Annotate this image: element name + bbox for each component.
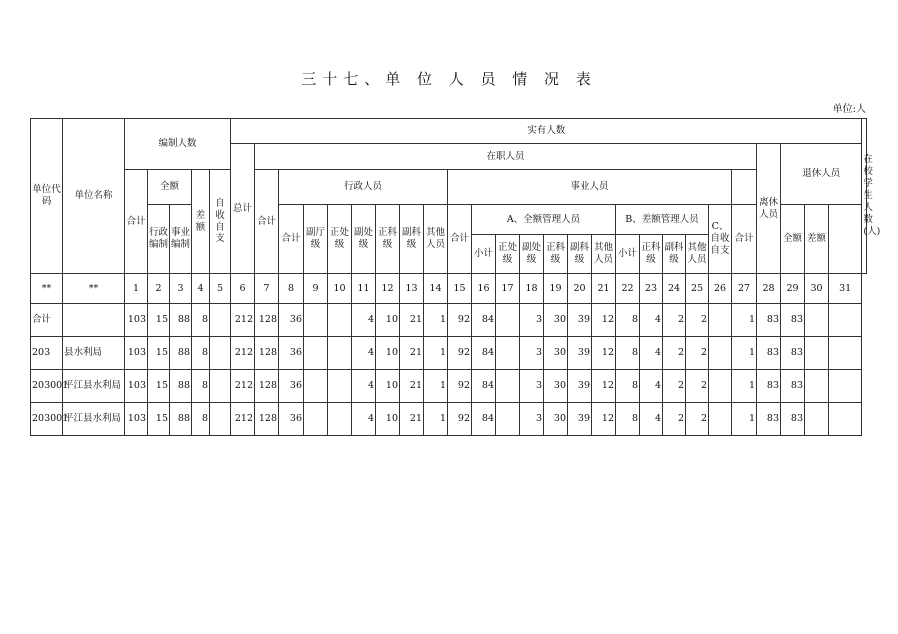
table-row bbox=[31, 337, 867, 370]
header-b-other: 其他人员 bbox=[686, 235, 709, 274]
header-a-chief-div: 正处级 bbox=[496, 235, 520, 274]
value-cell: 212 bbox=[231, 403, 255, 436]
value-cell: 3 bbox=[520, 403, 544, 436]
column-index-cell: 29 bbox=[781, 274, 805, 304]
value-cell: 2 bbox=[686, 403, 709, 436]
value-cell: 8 bbox=[192, 337, 210, 370]
header-full-amount: 全额 bbox=[148, 170, 192, 205]
value-cell: 3 bbox=[520, 337, 544, 370]
value-cell: 2 bbox=[686, 337, 709, 370]
value-cell: 4 bbox=[640, 370, 663, 403]
value-cell: 3 bbox=[520, 304, 544, 337]
value-cell: 88 bbox=[170, 403, 192, 436]
value-cell bbox=[328, 370, 352, 403]
header-chief-div: 正处级 bbox=[328, 205, 352, 274]
column-index-cell: 5 bbox=[210, 274, 231, 304]
value-cell bbox=[210, 337, 231, 370]
column-index-cell: 8 bbox=[279, 274, 304, 304]
value-cell: 92 bbox=[448, 403, 472, 436]
table-row bbox=[31, 403, 867, 436]
value-cell: 1 bbox=[424, 403, 448, 436]
table-body bbox=[31, 304, 867, 436]
header-inst-staff: 事业编制 bbox=[170, 205, 192, 274]
value-cell: 84 bbox=[472, 403, 496, 436]
value-cell: 15 bbox=[148, 337, 170, 370]
column-index-cell: 18 bbox=[520, 274, 544, 304]
value-cell bbox=[829, 370, 862, 403]
value-cell: 83 bbox=[781, 403, 805, 436]
column-index-cell: 1 bbox=[125, 274, 148, 304]
value-cell: 212 bbox=[231, 304, 255, 337]
header-a-chief-sec: 正科级 bbox=[544, 235, 568, 274]
header-inst-total: 合计 bbox=[448, 205, 472, 274]
header-b-chief-sec: 正科级 bbox=[640, 235, 663, 274]
value-cell: 4 bbox=[640, 304, 663, 337]
value-cell: 36 bbox=[279, 370, 304, 403]
value-cell: 2 bbox=[663, 304, 686, 337]
value-cell: 10 bbox=[376, 337, 400, 370]
value-cell: 4 bbox=[640, 337, 663, 370]
header-retired-diff: 差额 bbox=[805, 205, 829, 274]
value-cell: 36 bbox=[279, 304, 304, 337]
header-b-deputy-sec: 副科级 bbox=[663, 235, 686, 274]
header-a-deputy-div: 副处级 bbox=[520, 235, 544, 274]
value-cell: 4 bbox=[640, 403, 663, 436]
value-cell bbox=[709, 370, 732, 403]
value-cell: 103 bbox=[125, 337, 148, 370]
value-cell: 1 bbox=[732, 403, 757, 436]
header-grand-total: 总计 bbox=[231, 144, 255, 274]
value-cell bbox=[210, 370, 231, 403]
value-cell: 10 bbox=[376, 370, 400, 403]
value-cell: 4 bbox=[352, 304, 376, 337]
value-cell: 30 bbox=[544, 370, 568, 403]
value-cell: 83 bbox=[781, 304, 805, 337]
value-cell bbox=[328, 403, 352, 436]
column-index-cell: 10 bbox=[328, 274, 352, 304]
header-retired-full: 全额 bbox=[781, 205, 805, 274]
table-row bbox=[31, 370, 867, 403]
header-a-subtotal: 小计 bbox=[472, 235, 496, 274]
column-index-cell: 28 bbox=[757, 274, 781, 304]
value-cell: 12 bbox=[592, 370, 616, 403]
header-inst-personnel: 事业人员 bbox=[448, 170, 732, 205]
value-cell: 84 bbox=[472, 304, 496, 337]
value-cell bbox=[328, 304, 352, 337]
column-index-cell: 4 bbox=[192, 274, 210, 304]
unit-code-cell: 合计 bbox=[31, 304, 63, 337]
value-cell bbox=[210, 403, 231, 436]
value-cell: 36 bbox=[279, 337, 304, 370]
value-cell bbox=[709, 337, 732, 370]
value-cell: 21 bbox=[400, 403, 424, 436]
header-admin-staff: 行政编制 bbox=[148, 205, 170, 274]
header-a-other: 其他人员 bbox=[592, 235, 616, 274]
value-cell bbox=[829, 304, 862, 337]
value-cell: 8 bbox=[616, 403, 640, 436]
value-cell: 84 bbox=[472, 337, 496, 370]
value-cell bbox=[805, 403, 829, 436]
value-cell: 2 bbox=[663, 337, 686, 370]
value-cell: 8 bbox=[192, 403, 210, 436]
value-cell: 212 bbox=[231, 370, 255, 403]
value-cell: 128 bbox=[255, 370, 279, 403]
value-cell: 84 bbox=[472, 370, 496, 403]
value-cell: 1 bbox=[424, 304, 448, 337]
header-other-personnel: 其他人员 bbox=[424, 205, 448, 274]
column-index-cell: 15 bbox=[448, 274, 472, 304]
value-cell: 3 bbox=[520, 370, 544, 403]
column-index-cell: 22 bbox=[616, 274, 640, 304]
value-cell: 12 bbox=[592, 304, 616, 337]
value-cell: 21 bbox=[400, 304, 424, 337]
value-cell bbox=[805, 370, 829, 403]
value-cell: 128 bbox=[255, 304, 279, 337]
header-admin-personnel: 行政人员 bbox=[279, 170, 448, 205]
value-cell: 8 bbox=[616, 337, 640, 370]
value-cell: 83 bbox=[781, 337, 805, 370]
value-cell: 83 bbox=[757, 337, 781, 370]
value-cell: 83 bbox=[781, 370, 805, 403]
header-self-funded: 自收自支 bbox=[210, 170, 231, 274]
unit-name-cell: 县水利局 bbox=[63, 337, 125, 370]
header-on-duty: 在职人员 bbox=[255, 144, 757, 170]
value-cell: 39 bbox=[568, 304, 592, 337]
value-cell bbox=[304, 337, 328, 370]
column-index-cell: 11 bbox=[352, 274, 376, 304]
value-cell bbox=[805, 304, 829, 337]
value-cell: 36 bbox=[279, 403, 304, 436]
value-cell: 30 bbox=[544, 337, 568, 370]
column-index-cell: 20 bbox=[568, 274, 592, 304]
header-chief-sec: 正科级 bbox=[376, 205, 400, 274]
header-staffing: 编制人数 bbox=[125, 119, 231, 170]
value-cell: 103 bbox=[125, 304, 148, 337]
value-cell: 2 bbox=[663, 370, 686, 403]
header-unit-name: 单位名称 bbox=[63, 119, 125, 274]
column-index-row bbox=[31, 274, 867, 304]
value-cell bbox=[496, 403, 520, 436]
value-cell: 8 bbox=[192, 370, 210, 403]
value-cell: 8 bbox=[616, 370, 640, 403]
column-index-cell: 16 bbox=[472, 274, 496, 304]
value-cell: 83 bbox=[757, 370, 781, 403]
column-index-cell: 12 bbox=[376, 274, 400, 304]
value-cell: 30 bbox=[544, 403, 568, 436]
unit-label: 单位:人 bbox=[832, 104, 866, 115]
value-cell: 15 bbox=[148, 370, 170, 403]
value-cell: 2 bbox=[686, 370, 709, 403]
value-cell: 1 bbox=[732, 370, 757, 403]
value-cell: 92 bbox=[448, 370, 472, 403]
value-cell bbox=[829, 403, 862, 436]
value-cell bbox=[805, 337, 829, 370]
unit-code-cell: 203001 bbox=[31, 403, 63, 436]
value-cell: 8 bbox=[192, 304, 210, 337]
column-index-cell: 9 bbox=[304, 274, 328, 304]
value-cell: 1 bbox=[732, 337, 757, 370]
value-cell bbox=[496, 337, 520, 370]
value-cell: 128 bbox=[255, 403, 279, 436]
page-title: 三十七、单 位 人 员 情 况 表 bbox=[301, 70, 597, 88]
value-cell bbox=[304, 304, 328, 337]
value-cell: 10 bbox=[376, 304, 400, 337]
value-cell: 15 bbox=[148, 304, 170, 337]
value-cell: 21 bbox=[400, 370, 424, 403]
value-cell bbox=[304, 370, 328, 403]
value-cell: 88 bbox=[170, 337, 192, 370]
header-staffing-total: 合计 bbox=[125, 170, 148, 274]
column-index-cell: 27 bbox=[732, 274, 757, 304]
header-deputy-sec: 副科级 bbox=[400, 205, 424, 274]
value-cell: 1 bbox=[732, 304, 757, 337]
value-cell bbox=[496, 304, 520, 337]
value-cell: 39 bbox=[568, 337, 592, 370]
value-cell: 92 bbox=[448, 304, 472, 337]
value-cell bbox=[304, 403, 328, 436]
header-students: 在校学生人数(人) bbox=[862, 119, 867, 274]
value-cell: 88 bbox=[170, 304, 192, 337]
header-resigned: 离休人员 bbox=[757, 144, 781, 274]
column-index-cell: 24 bbox=[663, 274, 686, 304]
value-cell: 212 bbox=[231, 337, 255, 370]
personnel-table bbox=[30, 118, 881, 436]
header-b-diff-mgmt: B、差额管理人员 bbox=[616, 205, 709, 235]
column-index-cell: 30 bbox=[805, 274, 829, 304]
value-cell bbox=[496, 370, 520, 403]
value-cell: 92 bbox=[448, 337, 472, 370]
header-b-subtotal: 小计 bbox=[616, 235, 640, 274]
unit-code-cell: 203001 bbox=[31, 370, 63, 403]
column-index-cell: 21 bbox=[592, 274, 616, 304]
value-cell bbox=[709, 403, 732, 436]
value-cell: 83 bbox=[757, 403, 781, 436]
value-cell: 103 bbox=[125, 403, 148, 436]
value-cell: 15 bbox=[148, 403, 170, 436]
unit-name-cell: 平江县水利局 bbox=[63, 370, 125, 403]
value-cell bbox=[210, 304, 231, 337]
value-cell: 4 bbox=[352, 337, 376, 370]
column-index-cell: 31 bbox=[829, 274, 862, 304]
header-actual: 实有人数 bbox=[231, 119, 862, 144]
column-index-cell: 23 bbox=[640, 274, 663, 304]
header-c-self: C、自收自支 bbox=[709, 205, 732, 274]
value-cell: 21 bbox=[400, 337, 424, 370]
value-cell: 1 bbox=[424, 337, 448, 370]
value-cell bbox=[328, 337, 352, 370]
header-unit-code: 单位代码 bbox=[31, 119, 63, 274]
value-cell: 83 bbox=[757, 304, 781, 337]
header-retired-total: 合计 bbox=[732, 205, 757, 274]
column-index-cell: 6 bbox=[231, 274, 255, 304]
column-index-cell: 2 bbox=[148, 274, 170, 304]
value-cell: 4 bbox=[352, 370, 376, 403]
value-cell: 128 bbox=[255, 337, 279, 370]
column-index-cell: 26 bbox=[709, 274, 732, 304]
unit-name-cell: 平江县水利局 bbox=[63, 403, 125, 436]
value-cell bbox=[709, 304, 732, 337]
header-deputy-dept: 副厅级 bbox=[304, 205, 328, 274]
value-cell: 2 bbox=[686, 304, 709, 337]
column-index-cell: 14 bbox=[424, 274, 448, 304]
unit-code-cell: 203 bbox=[31, 337, 63, 370]
column-index-cell: 17 bbox=[496, 274, 520, 304]
value-cell: 8 bbox=[616, 304, 640, 337]
header-deputy-div: 副处级 bbox=[352, 205, 376, 274]
value-cell: 10 bbox=[376, 403, 400, 436]
table-row bbox=[31, 304, 867, 337]
value-cell: 2 bbox=[663, 403, 686, 436]
column-index-cell: 19 bbox=[544, 274, 568, 304]
value-cell: 1 bbox=[424, 370, 448, 403]
header-a-full-mgmt: A、全额管理人员 bbox=[472, 205, 616, 235]
column-index-cell: 7 bbox=[255, 274, 279, 304]
column-index-cell: 25 bbox=[686, 274, 709, 304]
column-index-cell: ** bbox=[31, 274, 63, 304]
column-index-cell: 3 bbox=[170, 274, 192, 304]
value-cell: 12 bbox=[592, 403, 616, 436]
header-diff-amount: 差额 bbox=[192, 170, 210, 274]
column-index-cell: ** bbox=[63, 274, 125, 304]
value-cell: 4 bbox=[352, 403, 376, 436]
unit-name-cell bbox=[63, 304, 125, 337]
header-onduty-total: 合计 bbox=[255, 170, 279, 274]
value-cell: 103 bbox=[125, 370, 148, 403]
value-cell: 30 bbox=[544, 304, 568, 337]
value-cell: 12 bbox=[592, 337, 616, 370]
column-index-cell: 13 bbox=[400, 274, 424, 304]
header-admin-total: 合计 bbox=[279, 205, 304, 274]
header-a-deputy-sec: 副科级 bbox=[568, 235, 592, 274]
header-retired: 退休人员 bbox=[781, 144, 862, 205]
value-cell: 39 bbox=[568, 403, 592, 436]
value-cell: 88 bbox=[170, 370, 192, 403]
value-cell: 39 bbox=[568, 370, 592, 403]
value-cell bbox=[829, 337, 862, 370]
